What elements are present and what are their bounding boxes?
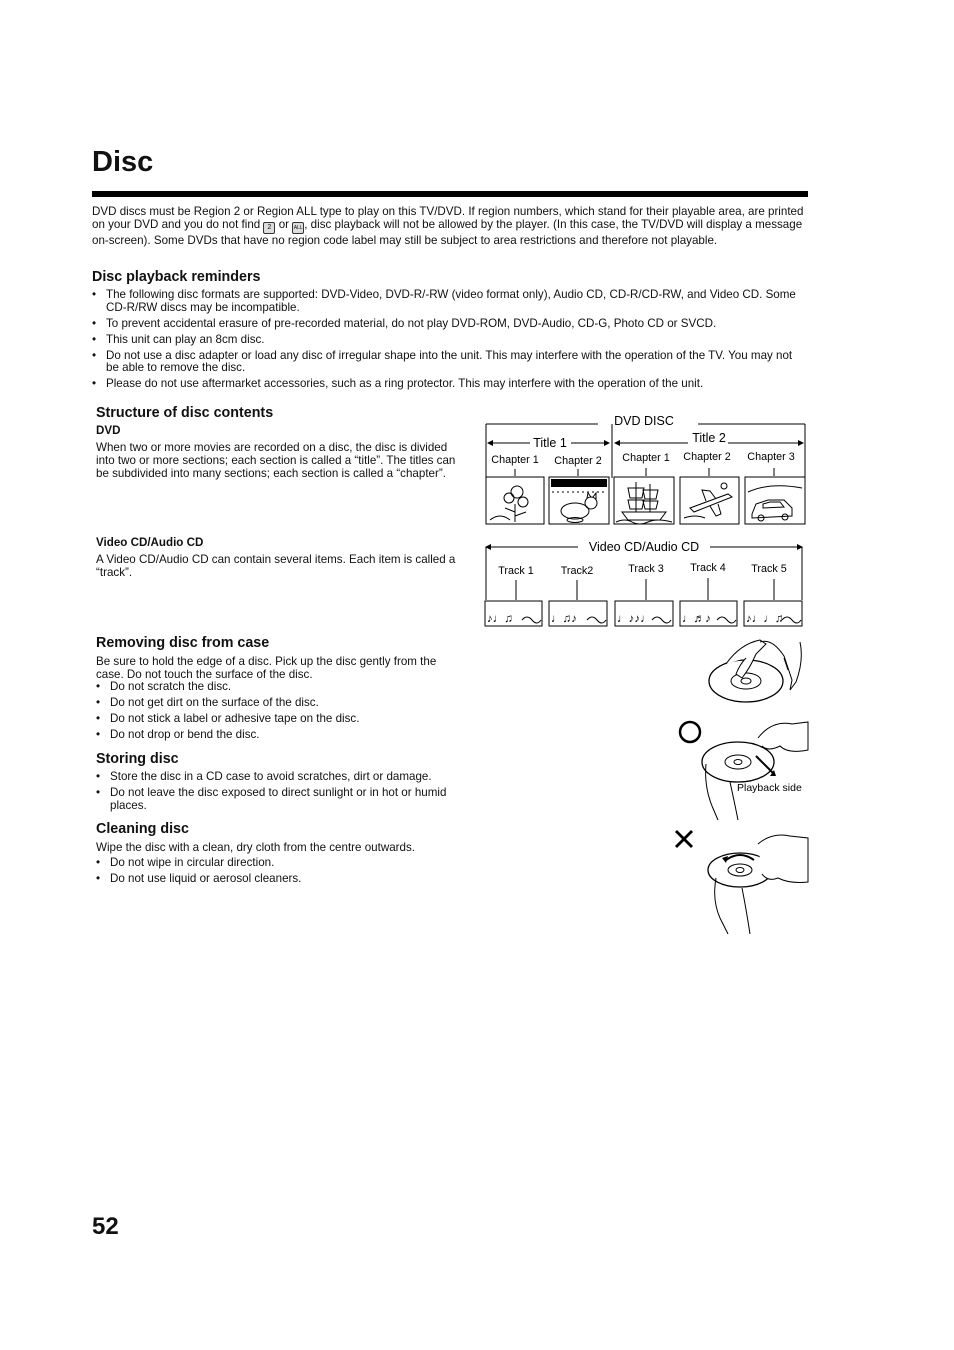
intro-part-1: DVD discs must be Region 2 or Region ALL type to play on this TV/DVD. If region numbers, which stand for their playable area, are printed on your DVD and you do not find (92, 205, 804, 231)
list-item: • Do not use a disc adapter or load any disc of irregular shape into the unit. This may interfere with the operation of the TV. You may not be able to remove the disc. (92, 350, 808, 375)
structure-heading: Structure of disc contents (96, 405, 274, 421)
list-item: • Store the disc in a CD case to avoid scratches, dirt or damage. (96, 771, 460, 784)
dvd-structure-diagram (480, 408, 812, 530)
t2-chapter-1-label: Chapter 1 (622, 452, 670, 464)
intro-paragraph (92, 205, 808, 247)
removing-heading: Removing disc from case (96, 635, 270, 651)
track-1-notes: ♪♩♫ (487, 612, 514, 625)
region-all-icon: ALL (292, 222, 304, 234)
cleaning-list (96, 857, 460, 889)
title-1-label: Title 1 (533, 436, 567, 450)
car-picture (745, 477, 805, 524)
removing-text: Be sure to hold the edge of a disc. Pick up the disc gently from the case. Do not touch the surface of the disc. (96, 655, 437, 681)
airplane-picture (680, 477, 739, 524)
cross-mark (676, 831, 692, 847)
track-2-notes: ♩♫♪ (551, 612, 578, 625)
vcd-description: A Video CD/Audio CD can contain several items. Each item is called a “track”. (96, 553, 456, 579)
title-rule (92, 191, 808, 197)
track-3-notes: ♩♪♪♩ (617, 612, 652, 625)
list-item: • Do not drop or bend the disc. (96, 729, 460, 742)
intro-part-2: , disc playback will not be allowed by the player. (In this case, the TV/DVD will display a message on-screen). Some DVDs that have no region code label may still be subject to area restrictions and therefore not playable. (92, 218, 803, 247)
playback-side-label: Playback side (737, 782, 802, 794)
track-4-notes: ♩♬♪ (682, 612, 711, 625)
t2-chapter-3-label: Chapter 3 (747, 451, 795, 463)
region-2-icon: 2 (263, 222, 275, 234)
storing-list (96, 771, 460, 816)
reminders-list (92, 289, 808, 394)
title-2-label: Title 2 (692, 431, 726, 445)
cat-picture (549, 477, 609, 524)
list-item: • Do not use liquid or aerosol cleaners. (96, 873, 460, 886)
track-1-label: Track 1 (498, 565, 534, 577)
vcd-subheading: Video CD/Audio CD (96, 536, 204, 549)
disc-handling-illustration (700, 634, 812, 710)
page-title: Disc (92, 146, 154, 178)
correct-wipe-illustration (676, 716, 812, 824)
dvd-description: When two or more movies are recorded on a disc, the disc is divided into two or more sections; each section is called a “title”. The titles can be subdivided into many sections; each section is called a “chapter”. (96, 441, 456, 480)
track-2-label: Track2 (560, 565, 594, 577)
list-item: • Do not get dirt on the surface of the disc. (96, 697, 460, 710)
incorrect-wipe-illustration (672, 826, 812, 936)
track-3-label: Track 3 (628, 563, 664, 575)
cleaning-heading: Cleaning disc (96, 821, 189, 837)
t1-chapter-1-label: Chapter 1 (491, 454, 539, 466)
storing-heading: Storing disc (96, 751, 179, 767)
t2-chapter-2-label: Chapter 2 (683, 451, 731, 463)
vcd-structure-diagram (480, 536, 812, 630)
list-item: • Do not wipe in circular direction. (96, 857, 460, 870)
list-item: • Please do not use aftermarket accessories, such as a ring protector. This may interfere with the operation of the unit. (92, 378, 808, 391)
circle-mark (680, 722, 700, 742)
dvd-subheading: DVD (96, 424, 121, 437)
list-item: • Do not leave the disc exposed to direct sunlight or in hot or humid places. (96, 787, 460, 812)
track-4-label: Track 4 (690, 562, 726, 574)
flower-picture (486, 477, 544, 524)
t1-chapter-2-label: Chapter 2 (554, 455, 602, 467)
vcd-label: Video CD/Audio CD (588, 540, 700, 554)
list-item: • Do not scratch the disc. (96, 681, 460, 694)
track-5-notes: ♪♩♩♫ (746, 612, 784, 625)
list-item: • To prevent accidental erasure of pre-recorded material, do not play DVD-ROM, DVD-Audio, CD-G, Photo CD or SVCD. (92, 318, 808, 331)
list-item: • The following disc formats are supported: DVD-Video, DVD-R/-RW (video format only), Audio CD, CD-R/CD-RW, and Video CD. Some CD-R/RW discs may be incompatible. (92, 289, 808, 314)
list-item: • Do not stick a label or adhesive tape on the disc. (96, 713, 460, 726)
page-number: 52 (92, 1213, 119, 1240)
list-item: • This unit can play an 8cm disc. (92, 334, 808, 347)
reminders-heading: Disc playback reminders (92, 269, 261, 285)
ship-picture (614, 477, 674, 524)
track-5-label: Track 5 (751, 563, 787, 575)
intro-or: or (278, 218, 289, 231)
removing-list (96, 681, 460, 745)
dvd-disc-label: DVD DISC (614, 414, 674, 428)
cleaning-text: Wipe the disc with a clean, dry cloth from the centre outwards. (96, 841, 415, 854)
